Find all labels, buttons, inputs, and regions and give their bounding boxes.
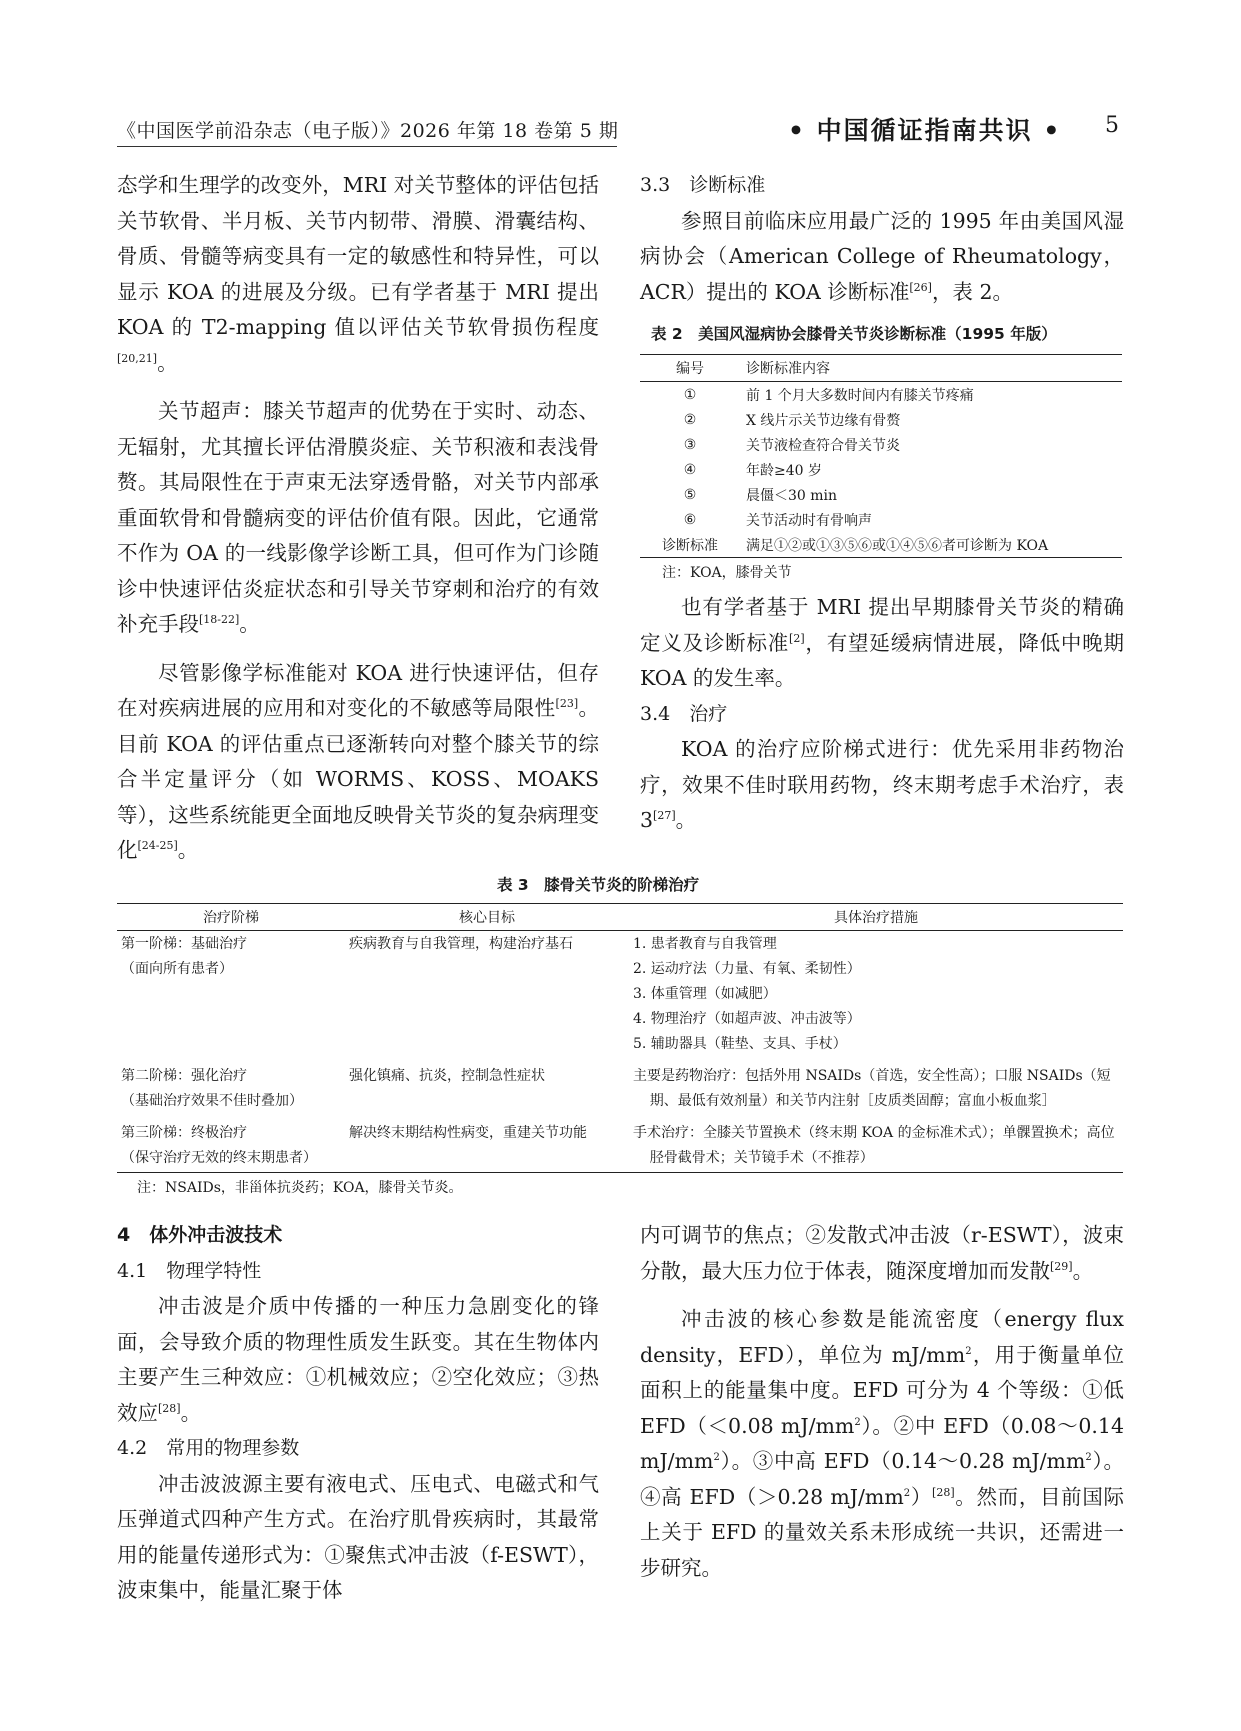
table3-caption: 表 3 膝骨关节炎的阶梯治疗 bbox=[497, 876, 700, 894]
section-heading: 3.4 治疗 bbox=[640, 702, 728, 725]
table-row: ⑤ 晨僵＜30 min bbox=[683, 486, 838, 504]
table2-caption: 表 2 美国风湿病协会膝骨关节炎诊断标准（1995 年版） bbox=[651, 325, 1057, 343]
table-row: 第一阶梯：基础治疗 （面向所有患者） 疾病教育与自我管理，构建治疗基石 1. 患者教育与自我管理 2. 运动疗法（力量、有氧、柔韧性） 3. 体重管理（如减肥） 4. 物理治疗（如超声波、冲击波等） 5. 辅助器具（鞋垫、支具、手杖） bbox=[121, 936, 861, 1052]
table-row: ⑥ 关节活动时有骨响声 bbox=[683, 511, 872, 529]
right-column bbox=[640, 168, 1124, 310]
section-label: • 中国循证指南共识 • bbox=[788, 116, 1062, 145]
table-row: 诊断标准 满足①②或①③⑤⑥或①④⑤⑥者可诊断为 KOA bbox=[640, 532, 1122, 558]
table3-note: 注：NSAIDs，非甾体抗炎药；KOA，膝骨关节炎。 bbox=[137, 1180, 463, 1196]
table-row: 第三阶梯：终极治疗 （保守治疗无效的终末期患者） 解决终末期结构性病变，重建关节功能 手术治疗：全膝关节置换术（终末期 KOA 的金标准术式）；单髁置换术；高位胫骨截骨术；关节镜手术（不推荐） bbox=[117, 1115, 1123, 1173]
table-header: 治疗阶梯 bbox=[117, 904, 345, 931]
table-header: 诊断标准内容 bbox=[740, 355, 1122, 382]
table3 bbox=[117, 903, 1123, 1197]
paragraph: 态学和生理学的改变外，MRI 对关节整体的评估包括关节软骨、半月板、关节内韧带、滑膜、滑囊结构、骨质、骨髓等病变具有一定的敏感性和特异性，可以显示 KOA 的进展及分级。已有学者基于 MRI 提出 KOA 的 T2-mapping 值以评估关节软骨损伤程度[20,21]。 bbox=[117, 173, 599, 375]
table-row: ③ 关节液检查符合骨关节炎 bbox=[683, 436, 900, 454]
right-column-section4 bbox=[640, 1218, 1124, 1586]
paragraph: 关节超声：膝关节超声的优势在于实时、动态、无辐射，尤其擅长评估滑膜炎症、关节积液和表浅骨赘。其局限性在于声束无法穿透骨骼，对关节内部承重面软骨和骨髓病变的评估价值有限。因此，它通常不作为 OA 的一线影像学诊断工具，但可作为门诊随诊中快速评估炎症状态和引导关节穿刺和治疗的有效补充手段[18-22]。 bbox=[117, 399, 599, 636]
table2-note: 注：KOA，膝骨关节 bbox=[662, 565, 792, 581]
paragraph: KOA 的治疗应阶梯式进行：优先采用非药物治疗，效果不佳时联用药物，终末期考虑手术治疗，表 3[27]。 bbox=[640, 737, 1124, 832]
paragraph: 冲击波波源主要有液电式、压电式、电磁式和气压弹道式四种产生方式。在治疗肌骨疾病时，其最常用的能量传递形式为：①聚焦式冲击波（f-ESWT），波束集中，能量汇聚于体 bbox=[117, 1471, 599, 1602]
page-number: 5 bbox=[1105, 113, 1119, 138]
paragraph: 也有学者基于 MRI 提出早期膝骨关节炎的精确定义及诊断标准[2]，有望延缓病情进展，降低中晚期 KOA 的发生率。 bbox=[640, 595, 1125, 690]
left-column bbox=[117, 168, 599, 869]
left-column-section4 bbox=[117, 1218, 599, 1609]
paragraph: 内可调节的焦点；②发散式冲击波（r-ESWT），波束分散，最大压力位于体表，随深度增加而发散[29]。 bbox=[640, 1223, 1124, 1283]
paragraph: 冲击波的核心参数是能流密度（energy flux density，EFD），单位为 $mJ/mm^2$，用于衡量单位面积上的能量集中度。EFD 可分为 4 个等级：①低 EFD（＜0.08 $mJ/mm^2$）。②中 EFD（0.08～0.14 $mJ/mm^2$）。③中高 EFD（0.14～0.28 $mJ/mm^2$）。④高 EFD（＞0.28 $mJ/mm^2)[28]$。然而，目前国际上关于 EFD 的量效关系未形成统一共识，还需进一步研究。 bbox=[640, 1307, 1125, 1580]
table-row: 第二阶梯：强化治疗 （基础治疗效果不佳时叠加） 强化镇痛、抗炎，控制急性症状 主要是药物治疗：包括外用 NSAIDs（首选，安全性高）；口服 NSAIDs（短期、最低有效剂量）和关节内注射［皮质类固醇；富血小板血浆］ bbox=[121, 1068, 1111, 1109]
paragraph: 尽管影像学标准能对 KOA 进行快速评估，但存在对疾病进展的应用和对变化的不敏感等局限性[23]。目前 KOA 的评估重点已逐渐转向对整个膝关节的综合半定量评分（如 WORMS、KOSS、MOAKS 等），这些系统能更全面地反映骨关节炎的复杂病理变化[24-25]。 bbox=[117, 660, 600, 862]
table-row: ① 前 1 个月大多数时间内有膝关节疼痛 bbox=[683, 386, 974, 404]
journal-title: 《中国医学前沿杂志（电子版）》2026 年第 18 卷第 5 期 bbox=[117, 120, 619, 142]
subsection-heading: 4.1 物理学特性 bbox=[117, 1259, 262, 1282]
table-header: 核心目标 bbox=[345, 904, 629, 931]
section-heading: 4 体外冲击波技术 bbox=[117, 1224, 283, 1246]
paragraph: 参照目前临床应用最广泛的 1995 年由美国风湿病协会（American College of Rheumatology，ACR）提出的 KOA 诊断标准[26]，表 2。 bbox=[640, 208, 1124, 304]
paragraph: 冲击波是介质中传播的一种压力急剧变化的锋面，会导致介质的物理性质发生跃变。其在生物体内主要产生三种效应：①机械效应；②空化效应；③热效应[28]。 bbox=[117, 1294, 599, 1425]
table-header: 具体治疗措施 bbox=[629, 904, 1123, 931]
subsection-heading: 4.2 常用的物理参数 bbox=[117, 1437, 300, 1459]
section-heading: 3.3 诊断标准 bbox=[640, 174, 766, 196]
table2 bbox=[640, 354, 1122, 582]
right-column-cont bbox=[640, 590, 1124, 839]
table-header: 编号 bbox=[640, 355, 740, 382]
header-rule bbox=[117, 146, 617, 147]
table-row: ④ 年龄≥40 岁 bbox=[683, 461, 822, 479]
table-row: ② X 线片示关节边缘有骨赘 bbox=[683, 411, 901, 429]
